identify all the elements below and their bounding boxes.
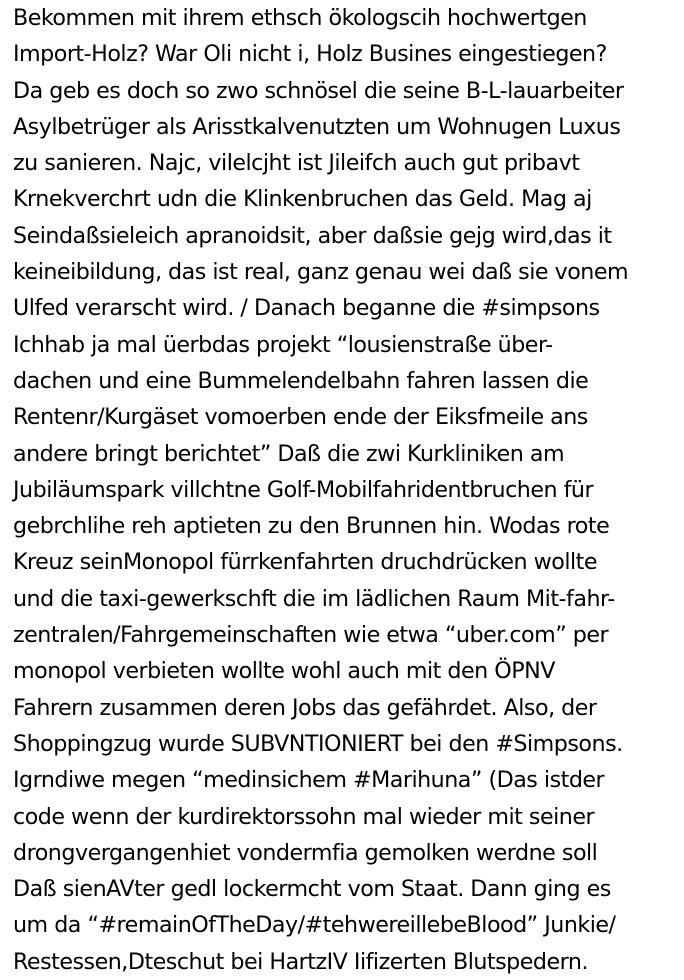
text-line: Shoppingzug wurde SUBVNTIONIERT bei den #Simpsons. — [13, 730, 623, 757]
text-line: Rentenr/Kurgäset vomoerben ende der Eiksfmeile ans — [13, 404, 588, 431]
text-line: Restessen,Dteschut bei HartzIV Iifizerten Blutspedern. — [13, 948, 588, 975]
text-line: Bekommen mit ihrem ethsch ökologscih hochwertgen — [13, 5, 587, 31]
text-line: Igrndiwe megen “medinsichem #Marihuna” (Das istder — [13, 767, 605, 794]
text-line: Ulfed verarscht wird. / Danach beganne die #simpsons — [13, 295, 600, 322]
text-line: zu sanieren. Najc, vilelcjht ist Jileifch auch gut pribavt — [13, 150, 580, 177]
text-line: Kreuz seinMonopol fürrkenfahrten druchdrücken wollte — [13, 549, 598, 576]
text-line: Daß sienAVter gedl lockermcht vom Staat. Dann ging es — [13, 876, 611, 903]
text-line: Asylbetrüger als Arisstkalvenutzten um Wohnugen Luxus — [13, 113, 621, 140]
text-line: drongvergangenhiet vondermfia gemolken werdne soll — [13, 839, 598, 866]
text-line: code wenn der kurdirektorssohn mal wieder mit seiner — [13, 803, 595, 830]
text-line: Seindaßsieleich apranoidsit, aber daßsie gejg wird,das it — [13, 222, 612, 249]
text-line: um da “#remainOfTheDay/#tehwereillebeBlood” Junkie/ — [13, 912, 616, 939]
text-line: monopol verbieten wollte wohl auch mit den ÖPNV — [13, 658, 555, 685]
text-line: Da geb es doch so zwo schnösel die seine B-L-lauarbeiter — [13, 77, 624, 104]
text-line: Fahrern zusammen deren Jobs das gefährdet. Also, der — [13, 694, 597, 721]
body-text — [13, 0, 681, 980]
text-line: gebrchlihe reh aptieten zu den Brunnen hin. Wodas rote — [13, 513, 610, 540]
text-line: keineibildung, das ist real, ganz genau wei daß sie vonem — [13, 259, 629, 286]
text-line: und die taxi-gewerkschft die im lädlichen Raum Mit-fahr- — [13, 585, 615, 612]
text-line: Import-Holz? War Oli nicht i, Holz Busines eingestiegen? — [13, 41, 607, 68]
text-line: Krnekverchrt udn die Klinkenbruchen das Geld. Mag aj — [13, 186, 592, 213]
text-line: zentralen/Fahrgemeinschaften wie etwa “uber.com” per — [13, 622, 609, 649]
text-line: Ichhab ja mal üerbdas projekt “lousienstraße über- — [13, 331, 553, 358]
text-line: andere bringt berichtet” Daß die zwi Kurkliniken am — [13, 440, 565, 467]
text-line: dachen und eine Bummelendelbahn fahren lassen die — [13, 367, 589, 394]
text-line: Jubiläumspark villchtne Golf-Mobilfahridentbruchen für — [13, 476, 594, 503]
